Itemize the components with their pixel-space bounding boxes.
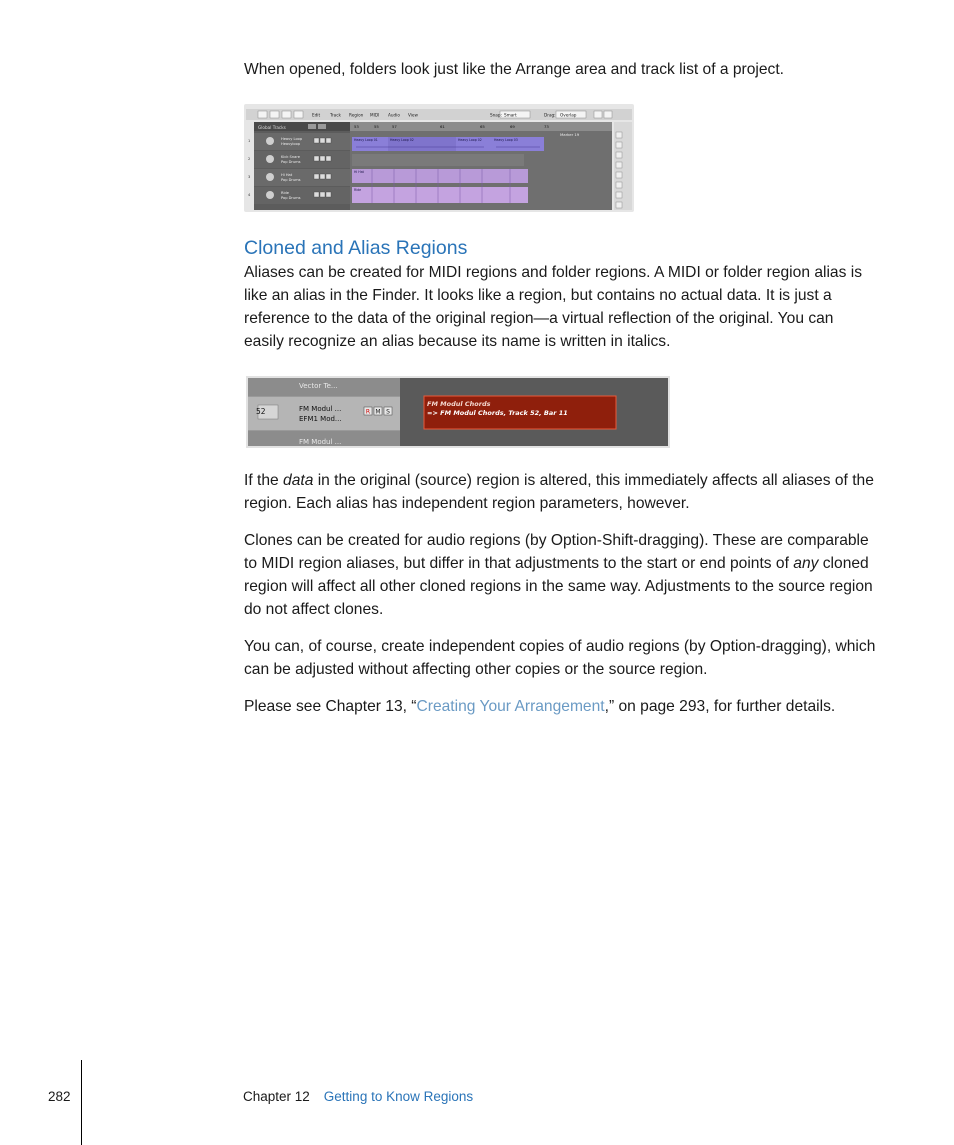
snap-value: Smart — [504, 112, 517, 118]
ruler-mark: 69 — [510, 124, 515, 129]
ruler-mark: 65 — [480, 124, 485, 129]
chapter-link[interactable]: Creating Your Arrangement — [416, 698, 605, 715]
track-sub: Pop Drums — [281, 160, 301, 164]
track-bottom-name: FM Modul ... — [299, 438, 342, 446]
track-number: 52 — [256, 407, 266, 416]
footer-chapter: Chapter 12 Getting to Know Regions — [243, 1089, 474, 1104]
region-label: Hi Hat — [354, 170, 364, 174]
alias-region-title: FM Modul Chords — [427, 400, 491, 408]
track-num: 2 — [248, 157, 251, 161]
drag-label: Drag: — [544, 112, 556, 118]
track-num: 3 — [248, 175, 251, 179]
track-top-name: Vector Te... — [299, 382, 338, 390]
mute-label: M — [375, 408, 381, 416]
region-label: Heavy Loop 02 — [458, 138, 482, 142]
ruler-mark: 61 — [440, 124, 445, 129]
alias-region-svg — [246, 376, 670, 448]
region-label: Heavy Loop 01 — [354, 138, 378, 142]
snap-label: Snap: — [490, 112, 502, 118]
track-num: 4 — [248, 193, 251, 197]
global-tracks-label: Global Tracks — [258, 125, 286, 130]
track-name: Kick Snare — [281, 155, 300, 159]
footer-divider — [81, 1060, 82, 1145]
marker-label: Marker 19 — [560, 132, 580, 137]
track-name: FM Modul ... — [299, 405, 342, 413]
paragraph-clones: Clones can be created for audio regions (by Option-Shift-dragging). These are comparable to MIDI region aliases, but differ in that adjustments to the start or end points of any cloned region will affect all other cloned regions in the same way. Adjustments to the source region do not affect clones. — [244, 532, 873, 618]
section-heading: Cloned and Alias Regions — [244, 237, 468, 259]
region-label: Heavy Loop 02 — [390, 138, 414, 142]
footer-chapter-title[interactable]: Getting to Know Regions — [323, 1089, 474, 1104]
ruler-mark: 53 — [354, 124, 359, 129]
alias-region-reference: => FM Modul Chords, Track 52, Bar 11 — [427, 409, 568, 417]
menu-midi: MIDI — [370, 112, 380, 118]
ruler-mark: 73 — [544, 124, 549, 129]
region-label: Ride — [354, 188, 362, 192]
menu-region: Region — [349, 112, 364, 118]
track-num: 1 — [248, 139, 251, 143]
ruler-mark: 55 — [374, 124, 379, 129]
drag-value: Overlap — [560, 112, 577, 118]
arrange-window-svg — [244, 104, 634, 212]
track-name: Heavy Loop — [281, 137, 303, 141]
track-name: Ride — [281, 191, 289, 195]
paragraph-data: If the data in the original (source) region is altered, this immediately affects all aliases of the region. Each alias has independent region parameters, however. — [244, 472, 874, 512]
solo-label: S — [386, 408, 390, 416]
regions — [352, 137, 544, 203]
alias-region-screenshot — [246, 376, 670, 448]
page-number: 282 — [48, 1089, 71, 1104]
menu-track: Track — [330, 112, 341, 118]
arrange-window-screenshot — [244, 104, 634, 212]
menu-audio: Audio — [388, 112, 400, 118]
track-name: Hi Hat — [281, 173, 293, 177]
paragraph-copies: You can, of course, create independent copies of audio regions (by Option-dragging), which can be adjusted without affecting other copies or the source region. — [244, 638, 876, 678]
track-sub: Pop Drums — [281, 178, 301, 182]
menu-edit: Edit — [312, 112, 321, 118]
paragraph-aliases: Aliases can be created for MIDI regions and folder regions. A MIDI or folder region alias is like an alias in the Finder. It looks like a region, but contains no actual data. It is just a reference to the data of the original region—a virtual reflection of the original. You can easily recognize an alias because its name is written in italics. — [244, 264, 862, 350]
track-instrument: EFM1 Mod... — [299, 415, 342, 423]
menu-view: View — [408, 112, 418, 118]
region-label: Heavy Loop 03 — [494, 138, 518, 142]
track-sub: Heavyloop — [281, 142, 301, 146]
ruler-mark: 57 — [392, 124, 397, 129]
intro-paragraph: When opened, folders look just like the Arrange area and track list of a project. — [244, 61, 785, 78]
paragraph-see-chapter: Please see Chapter 13, “Creating Your Arrangement,” on page 293, for further details. — [244, 698, 836, 715]
track-sub: Pop Drums — [281, 196, 301, 200]
record-label: R — [365, 408, 371, 416]
